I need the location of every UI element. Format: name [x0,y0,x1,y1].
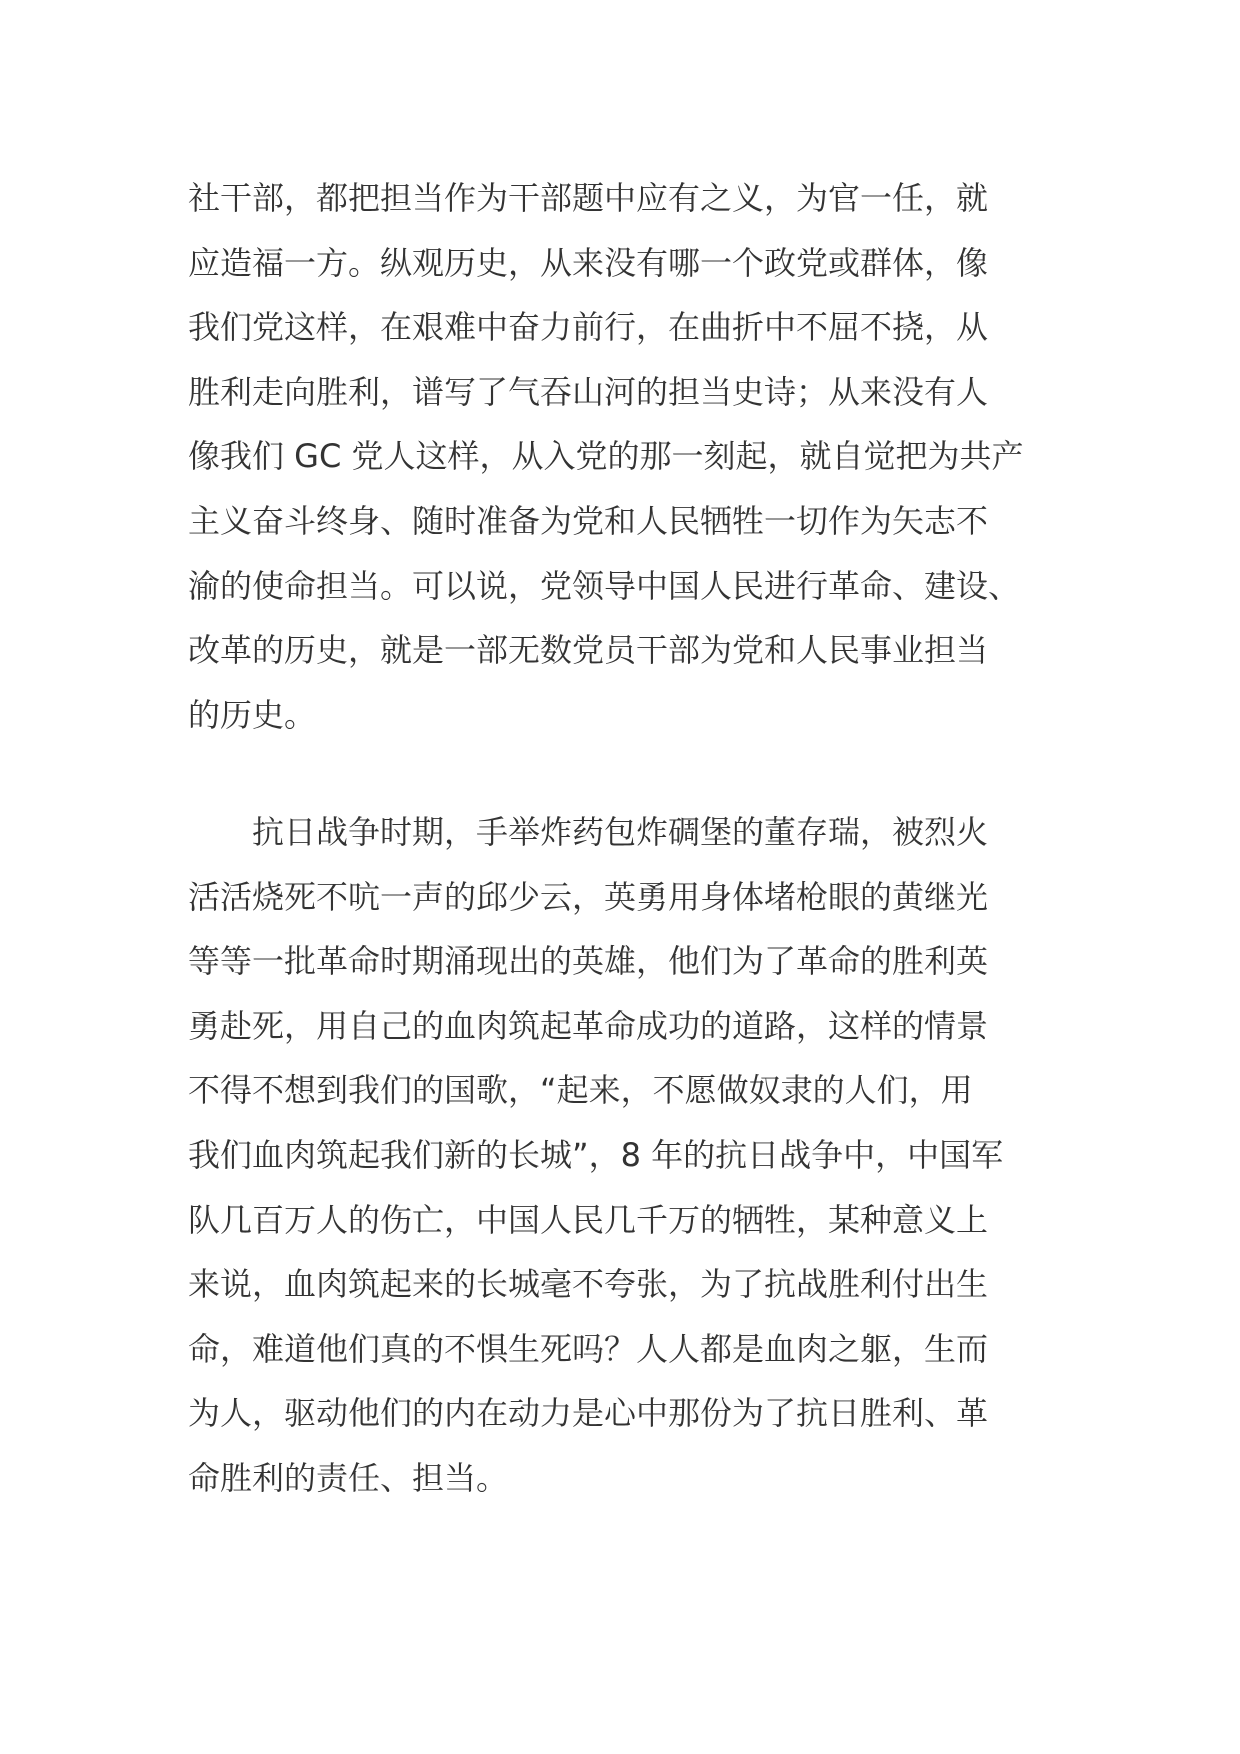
text-line: 社干部，都把担当作为干部题中应有之义，为官一任，就 [188,179,989,217]
text-line: 胜利走向胜利，谱写了气吞山河的担当史诗；从来没有人 [188,372,989,411]
text-line: 勇赴死，用自己的血肉筑起革命成功的道路，这样的情景 [188,1006,989,1045]
text-line: 像我们 GC 党人这样，从入党的那一刻起，就自觉把为共产 [188,437,1024,476]
text-line: 应造福一方。纵观历史，从来没有哪一个政党或群体，像 [188,243,989,282]
text-line: 命胜利的责任、担当。 [188,1458,509,1497]
text-line: 抗日战争时期，手举炸药包炸碉堡的董存瑞，被烈火 [188,813,989,851]
text-line: 来说，血肉筑起来的长城毫不夸张，为了抗战胜利付出生 [188,1265,989,1304]
text-line: 活活烧死不吭一声的邱少云，英勇用身体堵枪眼的黄继光 [188,877,989,916]
text-line: 主义奋斗终身、随时准备为党和人民牺牲一切作为矢志不 [188,501,989,540]
text-line: 为人，驱动他们的内在动力是心中那份为了抗日胜利、革 [188,1394,989,1433]
paragraph-1 [188,166,1024,747]
text-line: 的历史。 [188,695,317,734]
text-line: 队几百万人的伤亡，中国人民几千万的牺牲，某种意义上 [188,1200,989,1239]
text-line: 等等一批革命时期涌现出的英雄，他们为了革命的胜利英 [188,942,989,981]
text-line: 命，难道他们真的不惧生死吗？人人都是血肉之躯，生而 [188,1329,989,1368]
text-line: 我们党这样，在艰难中奋力前行，在曲折中不屈不挠，从 [188,308,989,347]
text-line: 我们血肉筑起我们新的长城”，8 年的抗日战争中，中国军 [188,1135,1004,1174]
text-line: 不得不想到我们的国歌，“起来，不愿做奴隶的人们，用 [188,1071,973,1110]
text-line: 渝的使命担当。可以说，党领导中国人民进行革命、建设、 [188,566,1021,605]
paragraph-2 [188,800,1003,1511]
text-line: 改革的历史，就是一部无数党员干部为党和人民事业担当 [188,631,989,670]
